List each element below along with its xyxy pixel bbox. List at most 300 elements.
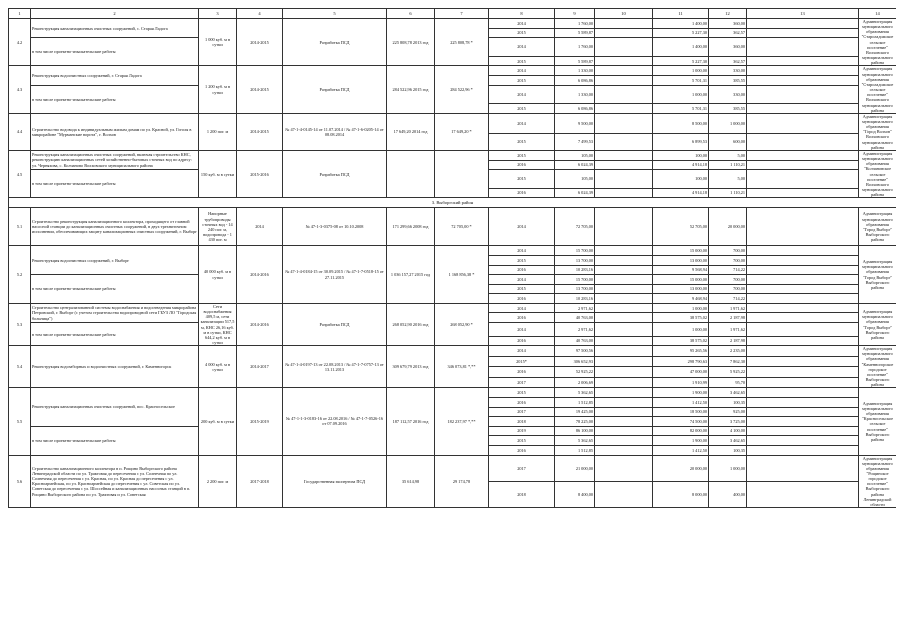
year-cell: 2015: [489, 436, 555, 446]
total-cost-cell: 182 237,97 *,**: [435, 388, 489, 455]
year-total-cell: 72 705,00: [555, 208, 595, 246]
local-budget-cell: 385,55: [709, 104, 747, 114]
administration-cell: Администрация муниципального образования "Город Выборг" Выборгского района: [859, 246, 897, 304]
period-cell: 2015-2016: [237, 150, 283, 197]
regional-budget-cell: 4 914,18: [653, 160, 709, 170]
period-cell: 2014-2017: [237, 346, 283, 388]
year-total-cell: 9 500,00: [555, 113, 595, 133]
project-name: Строительство централизованной системы водоснабжения и водоотведения микрорайона Петровский, г. Выборг (с учетом строительства водопроводной сети ГБУЗ ЛО "Городская больница"): [31, 303, 199, 322]
project-subtitle: в том числе проектно-изыскательские работы: [31, 38, 199, 66]
local-budget-cell: 330,00: [709, 66, 747, 76]
estimated-cost-cell: 35 614,98: [387, 455, 435, 508]
regional-budget-cell: 38 575,02: [653, 313, 709, 323]
year-total-cell: 5 362,65: [555, 388, 595, 398]
estimated-cost-cell: 268 052,90 2016 год: [387, 303, 435, 345]
project-subtitle: в том числе проектно-изыскательские работы: [31, 85, 199, 113]
empty-cell: [747, 66, 859, 76]
empty-cell: [595, 346, 653, 357]
empty-cell: [595, 150, 653, 160]
regional-budget-cell: 38 575,02: [653, 336, 709, 346]
empty-cell: [595, 85, 653, 104]
capacity-cell: 150 куб. м в сутки: [199, 150, 237, 197]
item-number: 4.5: [9, 150, 31, 197]
empty-cell: [595, 426, 653, 436]
column-number-cell: 14: [859, 9, 897, 19]
column-number-cell: 3: [199, 9, 237, 19]
empty-cell: [595, 76, 653, 86]
local-budget-cell: 3 462,65: [709, 388, 747, 398]
year-total-cell: 2 971,62: [555, 323, 595, 336]
document-sheet: [8, 8, 896, 636]
year-cell: 2015: [489, 28, 555, 38]
local-budget-cell: 95,70: [709, 377, 747, 388]
local-budget-cell: 3 725,00: [709, 417, 747, 427]
regional-budget-cell: 5 227,30: [653, 28, 709, 38]
empty-cell: [747, 76, 859, 86]
empty-cell: [747, 436, 859, 446]
empty-cell: [595, 294, 653, 304]
year-cell: 2014: [489, 323, 555, 336]
empty-cell: [595, 246, 653, 256]
year-cell: 2016: [489, 294, 555, 304]
year-cell: 2015: [489, 56, 555, 66]
item-number: 5.2: [9, 246, 31, 304]
year-cell: 2017: [489, 377, 555, 388]
year-total-cell: 97 500,56: [555, 346, 595, 357]
regional-budget-cell: 13 000,00: [653, 284, 709, 294]
empty-cell: [747, 56, 859, 66]
local-budget-cell: 5,00: [709, 170, 747, 189]
period-cell: 2017-2018: [237, 455, 283, 508]
year-cell: 2014: [489, 19, 555, 29]
year-cell: 2015: [489, 388, 555, 398]
capacity-cell: 1 200 пог. м: [199, 113, 237, 150]
year-cell: 2015: [489, 284, 555, 294]
regional-budget-cell: 5 701,31: [653, 76, 709, 86]
year-cell: 2014: [489, 66, 555, 76]
empty-cell: [595, 19, 653, 29]
design-doc-cell: Государственная экспертиза ПСД: [283, 455, 387, 508]
design-doc-cell: № 47-1-4-0197-13 от 22.08.2013 / № 47-1-7-0757-13 от 13.11.2013: [283, 346, 387, 388]
regional-budget-cell: 15 000,00: [653, 275, 709, 285]
empty-cell: [595, 170, 653, 189]
total-cost-cell: 29 174,78: [435, 455, 489, 508]
administration-cell: Администрация муниципального образования "Город Волхов" Волховского муниципального района: [859, 113, 897, 150]
regional-budget-cell: 13 000,00: [653, 255, 709, 265]
total-cost-cell: 72 705,00 *: [435, 208, 489, 246]
year-total-cell: 19 425,00: [555, 407, 595, 417]
year-cell: 2016: [489, 188, 555, 198]
year-total-cell: 1 512,85: [555, 397, 595, 407]
empty-cell: [595, 313, 653, 323]
capacity-cell: 40 000 куб. м в сутки: [199, 246, 237, 304]
empty-cell: [595, 417, 653, 427]
empty-cell: [595, 28, 653, 38]
local-budget-cell: 1 971,62: [709, 323, 747, 336]
empty-cell: [747, 313, 859, 323]
empty-cell: [747, 388, 859, 398]
administration-cell: Администрация муниципального образования "Город Выборг" Выборгского района: [859, 303, 897, 345]
table-row: [9, 66, 897, 76]
empty-cell: [595, 336, 653, 346]
estimated-cost-cell: [387, 150, 435, 197]
local-budget-cell: 362,57: [709, 56, 747, 66]
local-budget-cell: 330,00: [709, 85, 747, 104]
year-cell: 2016: [489, 397, 555, 407]
year-total-cell: 1 512,85: [555, 445, 595, 455]
design-doc-cell: Разработка ПСД: [283, 303, 387, 345]
item-number: 5.6: [9, 455, 31, 508]
empty-cell: [595, 160, 653, 170]
table-row: [9, 208, 897, 246]
capacity-cell: 1 200 куб. м в сутки: [199, 66, 237, 113]
administration-cell: Администрация муниципального образования "Город Выборг" Выборгского района: [859, 208, 897, 246]
year-total-cell: 13 700,00: [555, 255, 595, 265]
empty-cell: [747, 481, 859, 507]
empty-cell: [595, 275, 653, 285]
regional-budget-cell: 5 701,31: [653, 104, 709, 114]
local-budget-cell: 100,35: [709, 445, 747, 455]
project-name: Реконструкция канализационных очистных сооружений, пос. Красносельское: [31, 388, 199, 426]
regional-budget-cell: 100,00: [653, 170, 709, 189]
section-title: 3. Выборгский район: [9, 198, 897, 208]
empty-cell: [747, 367, 859, 378]
empty-cell: [595, 113, 653, 133]
empty-cell: [595, 133, 653, 150]
regional-budget-cell: 74 500,00: [653, 417, 709, 427]
project-name: Реконструкция канализационных очистных сооружений, с. Старая Ладога: [31, 19, 199, 38]
empty-cell: [747, 445, 859, 455]
year-cell: 2015: [489, 76, 555, 86]
regional-budget-cell: 6 899,53: [653, 133, 709, 150]
period-cell: 2014-2015: [237, 113, 283, 150]
local-budget-cell: 4 100,00: [709, 426, 747, 436]
regional-budget-cell: 1 900,00: [653, 388, 709, 398]
year-cell: 2015: [489, 104, 555, 114]
year-cell: 2015: [489, 255, 555, 265]
year-cell: 2019: [489, 426, 555, 436]
column-number-cell: 9: [555, 9, 595, 19]
regional-budget-cell: 52 705,00: [653, 208, 709, 246]
period-cell: 2015-2019: [237, 388, 283, 455]
regional-budget-cell: 18 500,00: [653, 407, 709, 417]
empty-cell: [595, 323, 653, 336]
estimated-cost-cell: 309 679,79 2013 год: [387, 346, 435, 388]
empty-cell: [747, 323, 859, 336]
item-number: 5.3: [9, 303, 31, 345]
empty-cell: [595, 377, 653, 388]
project-name: Реконструкция водоочистных сооружений, г. Выборг: [31, 246, 199, 275]
project-name: Строительство водовода к индивидуальным жилым домам по ул. Красной, ул. Гоголя в микрорайоне "Мурманские ворота", г. Волхов: [31, 113, 199, 150]
item-number: 5.4: [9, 346, 31, 388]
empty-cell: [595, 303, 653, 313]
regional-budget-cell: 1 910,99: [653, 377, 709, 388]
administration-cell: Администрация муниципального образования "Колчановское сельское поселение" Волховского муниципального района: [859, 150, 897, 197]
table-row: [9, 388, 897, 398]
project-name: Строительство реконструкция канализационного коллектора, проходящего от главной насосной станции до канализационных очистных сооружений, в двух трехниточном исполнении, обеспечивающих защиту канализационных очистных сооружений, г. Выборг: [31, 208, 199, 246]
column-number-cell: 12: [709, 9, 747, 19]
total-cost-cell: 284 522,96 *: [435, 66, 489, 113]
section-row: [9, 198, 897, 208]
year-cell: 2016: [489, 445, 555, 455]
year-cell: 2016: [489, 367, 555, 378]
period-cell: 2014-2015: [237, 66, 283, 113]
project-subtitle: в том числе проектно-изыскательские работы: [31, 275, 199, 304]
year-total-cell: 1 330,00: [555, 85, 595, 104]
empty-cell: [747, 113, 859, 133]
empty-cell: [747, 265, 859, 275]
period-cell: 2014: [237, 208, 283, 246]
capacity-cell: Сети водоснабжения 409,5 м, сети канализации 517,5 м, КНС 26,16 куб. м в сутки, КНС 644,2 куб. м в сутки: [199, 303, 237, 345]
column-number-row: [9, 9, 897, 19]
estimated-cost-cell: 225 808,78 2013 год: [387, 19, 435, 66]
column-number-cell: 13: [747, 9, 859, 19]
year-cell: 2015*: [489, 356, 555, 367]
local-budget-cell: 5 925,22: [709, 367, 747, 378]
empty-cell: [747, 170, 859, 189]
year-total-cell: 1 760,00: [555, 19, 595, 29]
regional-budget-cell: 1 000,00: [653, 85, 709, 104]
regional-budget-cell: 1 000,00: [653, 303, 709, 313]
local-budget-cell: 2 187,98: [709, 336, 747, 346]
empty-cell: [747, 255, 859, 265]
capacity-cell: 2 200 пог. м: [199, 455, 237, 508]
table-row: [9, 303, 897, 313]
regional-budget-cell: 8 000,00: [653, 481, 709, 507]
estimated-cost-cell: 187 112,57 2016 год: [387, 388, 435, 455]
year-total-cell: 1 760,00: [555, 38, 595, 57]
local-budget-cell: 385,55: [709, 76, 747, 86]
local-budget-cell: 1 000,00: [709, 455, 747, 481]
total-cost-cell: 1 168 856,38 *: [435, 246, 489, 304]
regional-budget-cell: 1 900,00: [653, 436, 709, 446]
empty-cell: [747, 19, 859, 29]
local-budget-cell: 7 862,30: [709, 356, 747, 367]
empty-cell: [595, 445, 653, 455]
year-total-cell: 8 400,00: [555, 481, 595, 507]
capacity-cell: Напорные трубопроводы сточных вод - 14 240 пог. м, водопровода - 1 430 пог. м: [199, 208, 237, 246]
local-budget-cell: 714,22: [709, 265, 747, 275]
year-total-cell: 78 225,00: [555, 417, 595, 427]
local-budget-cell: 925,00: [709, 407, 747, 417]
empty-cell: [747, 377, 859, 388]
regional-budget-cell: 1 000,00: [653, 66, 709, 76]
local-budget-cell: 1 110,21: [709, 188, 747, 198]
local-budget-cell: 1 000,00: [709, 113, 747, 133]
period-cell: 2014-2015: [237, 19, 283, 66]
empty-cell: [595, 38, 653, 57]
program-table: [8, 8, 896, 508]
total-cost-cell: [435, 150, 489, 197]
regional-budget-cell: 9 468,94: [653, 294, 709, 304]
local-budget-cell: 2 235,00: [709, 346, 747, 357]
design-doc-cell: № 47-1-1-3-0183-16 от 22.08.2016 / № 47-1-7-0526-16 от 07.09.2016: [283, 388, 387, 455]
year-cell: 2015: [489, 133, 555, 150]
column-number-cell: 4: [237, 9, 283, 19]
design-doc-cell: № 47-1-3-0375-08 от 10.10.2008: [283, 208, 387, 246]
regional-budget-cell: 47 000,00: [653, 367, 709, 378]
item-number: 5.1: [9, 208, 31, 246]
administration-cell: Администрация муниципального образования "Каменногорское городское поселение" Выборгского района: [859, 346, 897, 388]
regional-budget-cell: 82 000,00: [653, 426, 709, 436]
empty-cell: [747, 104, 859, 114]
year-total-cell: 15 700,00: [555, 246, 595, 256]
year-total-cell: 15 700,00: [555, 275, 595, 285]
empty-cell: [747, 85, 859, 104]
regional-budget-cell: 298 790,63: [653, 356, 709, 367]
empty-cell: [747, 426, 859, 436]
total-cost-cell: 268 052,90 *: [435, 303, 489, 345]
capacity-cell: 4 000 куб. м в сутки: [199, 346, 237, 388]
project-subtitle: в том числе проектно-изыскательские работы: [31, 323, 199, 346]
regional-budget-cell: 1 400,00: [653, 38, 709, 57]
local-budget-cell: 700,00: [709, 246, 747, 256]
empty-cell: [747, 346, 859, 357]
local-budget-cell: 700,00: [709, 284, 747, 294]
empty-cell: [595, 66, 653, 76]
empty-cell: [747, 208, 859, 246]
period-cell: 2014-2016: [237, 303, 283, 345]
regional-budget-cell: 4 914,18: [653, 188, 709, 198]
local-budget-cell: 2 187,98: [709, 313, 747, 323]
local-budget-cell: 20 000,00: [709, 208, 747, 246]
empty-cell: [747, 275, 859, 285]
table-row: [9, 19, 897, 29]
year-total-cell: 52 925,22: [555, 367, 595, 378]
column-number-cell: 2: [31, 9, 199, 19]
empty-cell: [595, 397, 653, 407]
administration-cell: Администрация муниципального образования "Красносельское сельское поселение" Выборгского района: [859, 388, 897, 455]
year-cell: 2018: [489, 417, 555, 427]
year-total-cell: 1 330,00: [555, 66, 595, 76]
estimated-cost-cell: 17 649,20 2014 год: [387, 113, 435, 150]
local-budget-cell: 360,00: [709, 19, 747, 29]
empty-cell: [595, 284, 653, 294]
column-number-cell: 7: [435, 9, 489, 19]
estimated-cost-cell: 171 299,66 2008 год: [387, 208, 435, 246]
empty-cell: [747, 407, 859, 417]
item-number: 4.2: [9, 19, 31, 66]
period-cell: 2014-2016: [237, 246, 283, 304]
design-doc-cell: № 47-1-4-0184-15 от 30.09.2015 / № 47-1-7-0518-15 от 27.11.2015: [283, 246, 387, 304]
year-total-cell: 306 652,93: [555, 356, 595, 367]
year-cell: 2014: [489, 113, 555, 133]
design-doc-cell: Разработка ПСД: [283, 19, 387, 66]
year-total-cell: 105,00: [555, 150, 595, 160]
empty-cell: [595, 208, 653, 246]
year-total-cell: 5 589,87: [555, 28, 595, 38]
capacity-cell: 200 куб. м в сутки: [199, 388, 237, 455]
regional-budget-cell: 5 227,30: [653, 56, 709, 66]
year-total-cell: 21 000,00: [555, 455, 595, 481]
regional-budget-cell: 1 400,00: [653, 19, 709, 29]
empty-cell: [747, 28, 859, 38]
regional-budget-cell: 20 000,00: [653, 455, 709, 481]
regional-budget-cell: 1 412,50: [653, 445, 709, 455]
year-cell: 2014: [489, 246, 555, 256]
table-row: [9, 113, 897, 133]
empty-cell: [595, 188, 653, 198]
year-total-cell: 5 589,87: [555, 56, 595, 66]
local-budget-cell: 3 462,65: [709, 436, 747, 446]
local-budget-cell: 1 971,62: [709, 303, 747, 313]
empty-cell: [747, 356, 859, 367]
year-total-cell: 2 971,62: [555, 303, 595, 313]
empty-cell: [595, 255, 653, 265]
year-total-cell: 5 362,65: [555, 436, 595, 446]
empty-cell: [747, 38, 859, 57]
column-number-cell: 10: [595, 9, 653, 19]
capacity-cell: 1 000 куб. м в сутки: [199, 19, 237, 66]
year-total-cell: 105,00: [555, 170, 595, 189]
year-cell: 2017: [489, 407, 555, 417]
regional-budget-cell: 100,00: [653, 150, 709, 160]
empty-cell: [747, 417, 859, 427]
regional-budget-cell: 95 265,56: [653, 346, 709, 357]
year-cell: 2014: [489, 303, 555, 313]
year-total-cell: 2 006,69: [555, 377, 595, 388]
project-name: Реконструкция канализационных очистных сооружений, включая строительство КНС, реконструкцию канализационных сетей хозяйственно-бытовых сточных вод по адресу: ул. Черняхова, с. Колчаново Волховского муниципального района: [31, 150, 199, 169]
local-budget-cell: 5,00: [709, 150, 747, 160]
column-number-cell: 6: [387, 9, 435, 19]
year-total-cell: 40 763,00: [555, 313, 595, 323]
empty-cell: [747, 455, 859, 481]
year-cell: 2014: [489, 85, 555, 104]
item-number: 5.5: [9, 388, 31, 455]
local-budget-cell: 600,00: [709, 133, 747, 150]
local-budget-cell: 362,57: [709, 28, 747, 38]
empty-cell: [595, 356, 653, 367]
year-cell: 2018: [489, 481, 555, 507]
regional-budget-cell: 9 568,94: [653, 265, 709, 275]
administration-cell: Администрация муниципального образования "Староладожское сельское поселение" Волховского муниципального района: [859, 66, 897, 113]
project-name: Реконструкция водоочистных сооружений, г. Старая Ладога: [31, 66, 199, 85]
item-number: 4.4: [9, 113, 31, 150]
year-cell: 2014: [489, 208, 555, 246]
year-total-cell: 10 283,16: [555, 294, 595, 304]
local-budget-cell: 360,00: [709, 38, 747, 57]
year-total-cell: 6 086,86: [555, 76, 595, 86]
empty-cell: [747, 284, 859, 294]
table-row: [9, 246, 897, 256]
project-name: Строительство канализационного коллектора в п. Рощино Выборгского района Ленинградской области по ул. Трактовая до пересечения с ул. Солнечная по ул. Солнечная до пересечения с ул. Красная, по ул. Красная до пересечения с ул. Красноармейская, по ул. Красноармейская до пересечения с ул. Советская по ул. Советская до пересечения с ул. Шоссейная и канализационных насосных станций в п. Рощино Выборгского района по ул. Трактовая и ул. Советская: [31, 455, 199, 508]
empty-cell: [595, 407, 653, 417]
year-cell: 2015: [489, 150, 555, 160]
regional-budget-cell: 8 500,00: [653, 113, 709, 133]
regional-budget-cell: 15 000,00: [653, 246, 709, 256]
year-cell: 2016: [489, 265, 555, 275]
table-row: [9, 346, 897, 357]
design-doc-cell: Разработка ПСД: [283, 66, 387, 113]
project-subtitle: в том числе проектно-изыскательские работы: [31, 170, 199, 198]
table-row: [9, 150, 897, 160]
year-total-cell: 40 763,00: [555, 336, 595, 346]
empty-cell: [595, 388, 653, 398]
empty-cell: [595, 56, 653, 66]
total-cost-cell: 225 808,78 *: [435, 19, 489, 66]
empty-cell: [747, 397, 859, 407]
empty-cell: [595, 104, 653, 114]
project-subtitle: в том числе проектно-изыскательские работы: [31, 426, 199, 455]
year-total-cell: 86 100,00: [555, 426, 595, 436]
year-cell: 2017: [489, 455, 555, 481]
local-budget-cell: 700,00: [709, 255, 747, 265]
empty-cell: [747, 188, 859, 198]
local-budget-cell: 700,00: [709, 275, 747, 285]
item-number: 4.3: [9, 66, 31, 113]
table-row: [9, 455, 897, 481]
column-number-cell: 11: [653, 9, 709, 19]
